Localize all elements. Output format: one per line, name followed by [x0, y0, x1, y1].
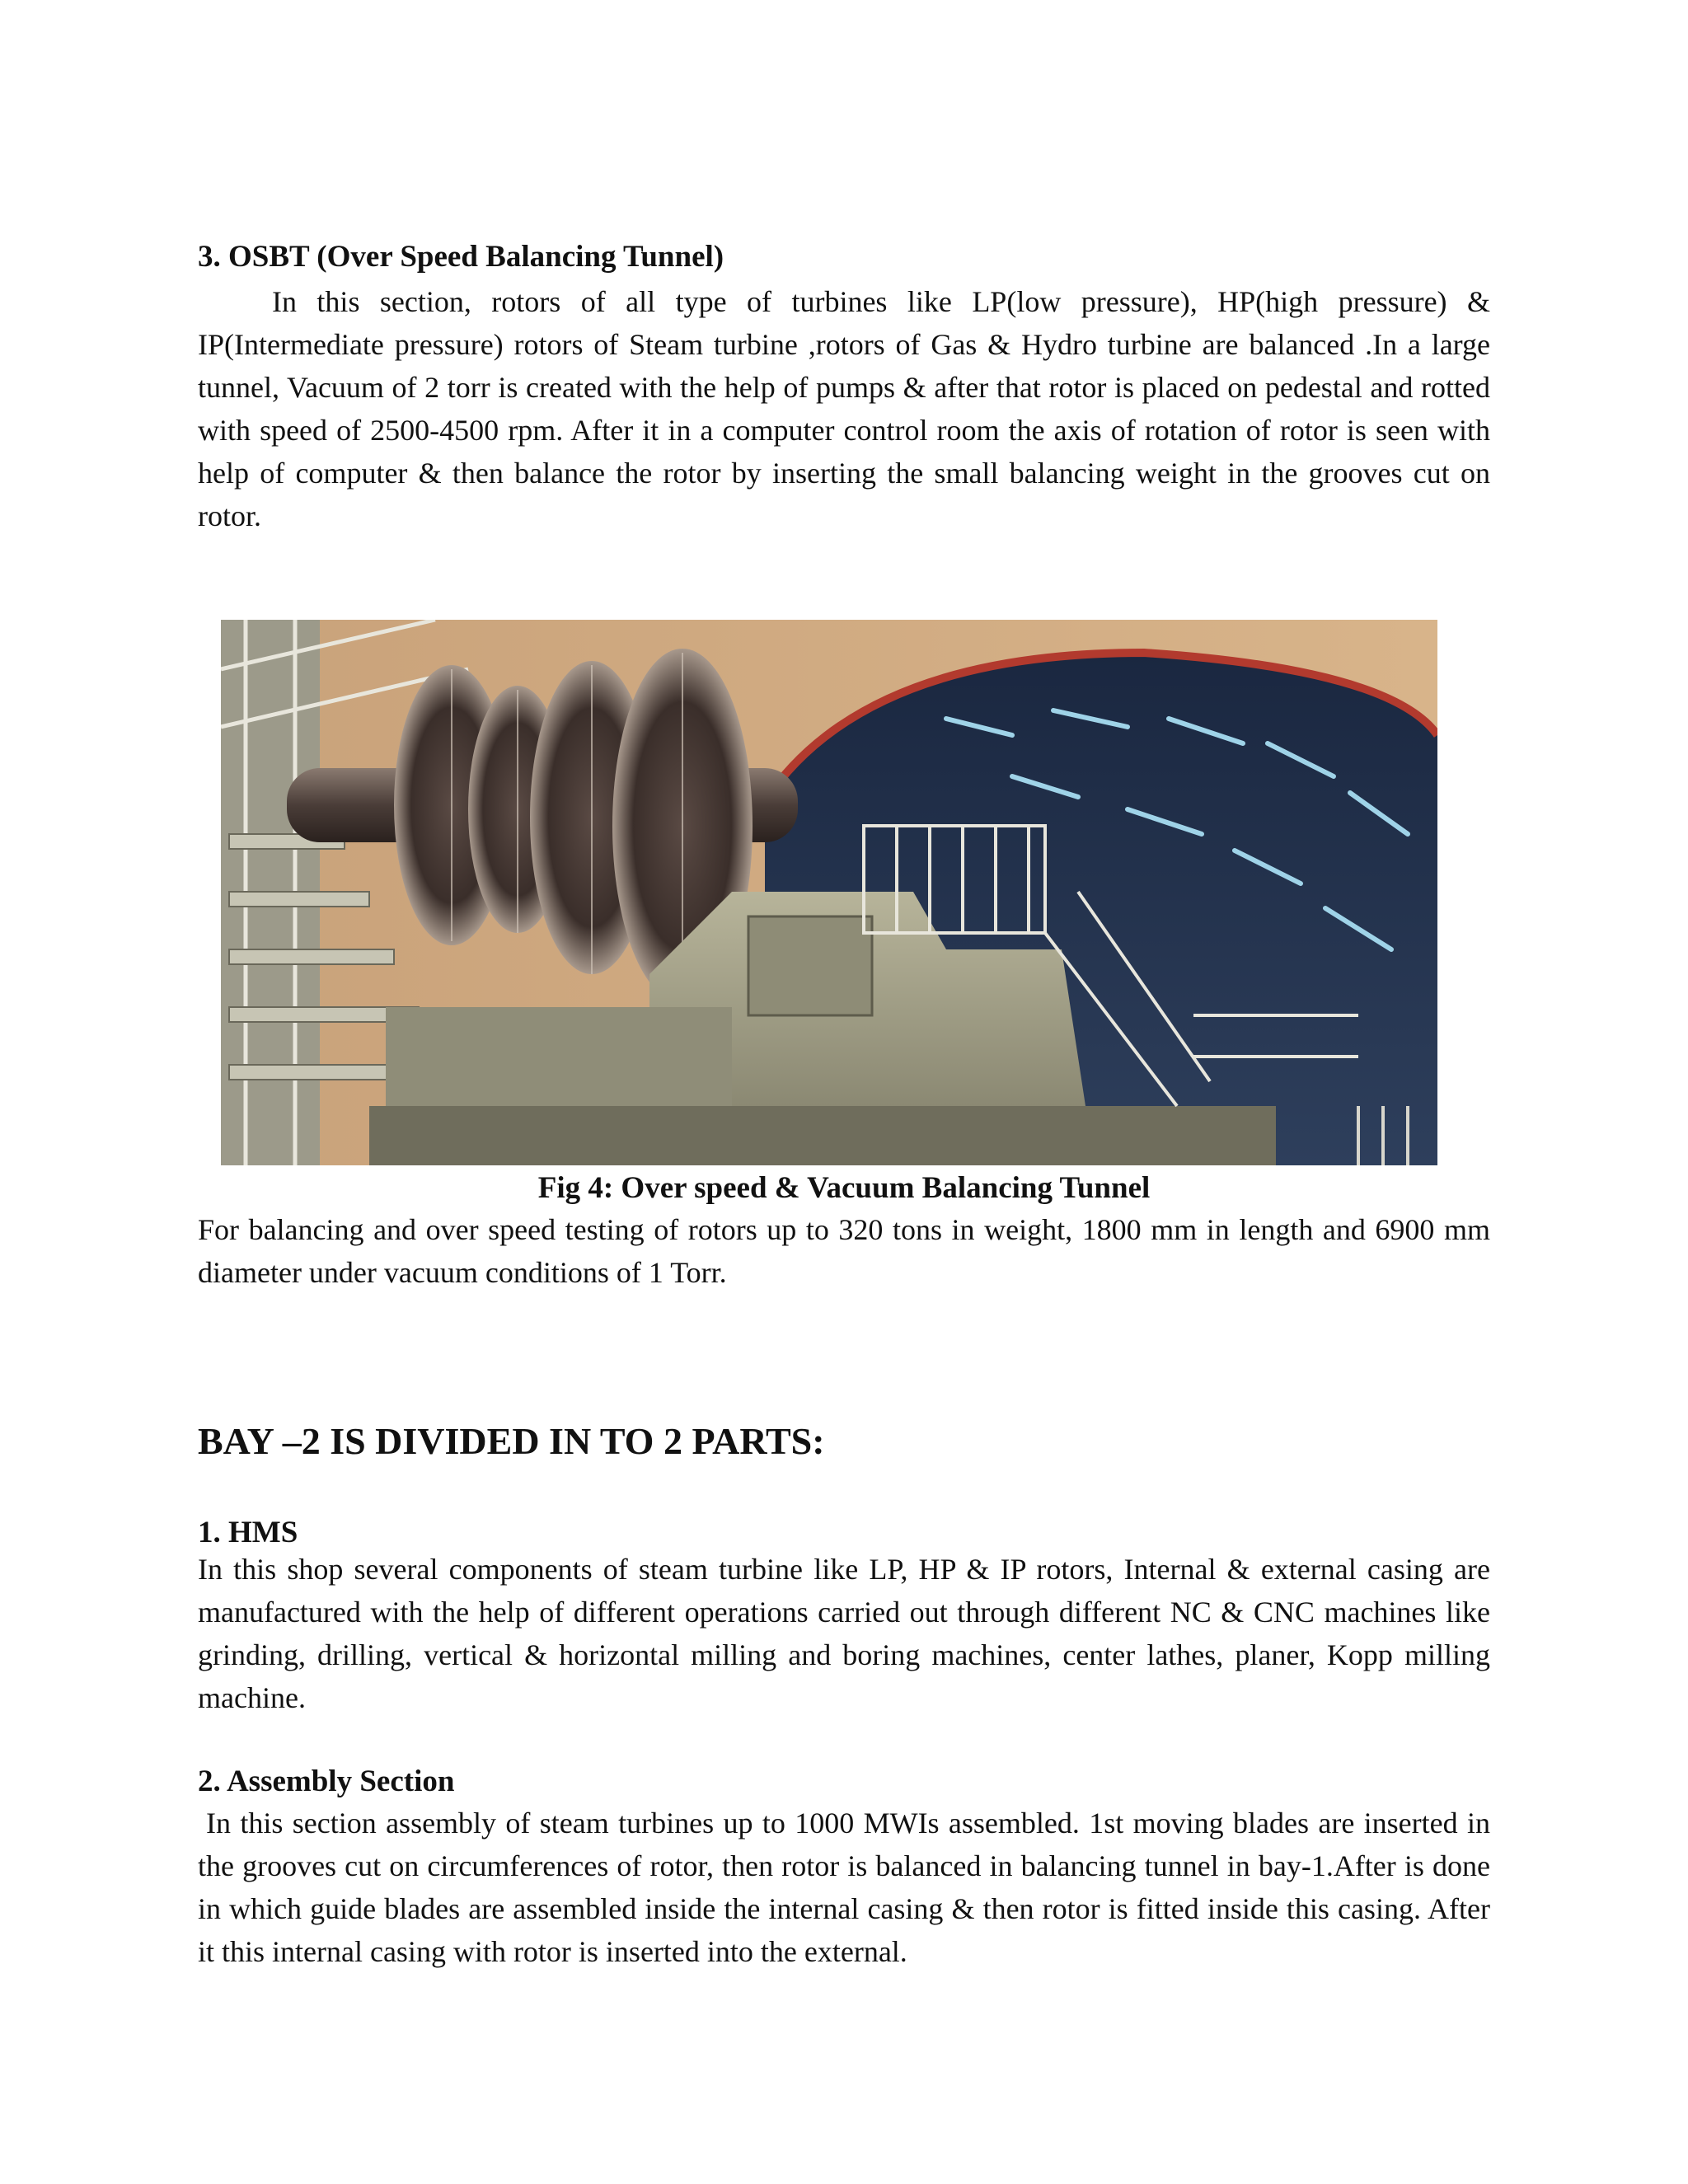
- assembly-heading: 2. Assembly Section: [198, 1765, 455, 1798]
- turbine-rotor-photo: [221, 620, 1437, 1165]
- figure-description: For balancing and over speed testing of rotors up to 320 tons in weight, 1800 mm in length and 6900 mm diameter under vacuum conditions of 1 Torr.: [198, 1213, 1490, 1289]
- figure-caption: Fig 4: Over speed & Vacuum Balancing Tunnel: [537, 1171, 1151, 1205]
- osbt-paragraph: In this section, rotors of all type of turbines like LP(low pressure), HP(high pressure) & IP(Intermediate pressure) rotors of Steam turbine ,rotors of Gas & Hydro turbine are balanced .In a large tunnel, Vacuum of 2 torr is created with the help of pumps & after that rotor is placed on pedestal and rotted with speed of 2500-4500 rpm. After it in a computer control room the axis of rotation of rotor is seen with help of computer & then balance the rotor by inserting the small balancing weight in the grooves cut on rotor.: [198, 285, 1490, 532]
- osbt-heading: 3. OSBT (Over Speed Balancing Tunnel): [198, 240, 724, 274]
- assembly-paragraph: In this section assembly of steam turbines up to 1000 MWIs assembled. 1st moving blades are inserted in the grooves cut on circumferences of rotor, then rotor is balanced in balancing tunnel in bay-1.After is done in which guide blades are assembled inside the internal casing & then rotor is fitted inside this casing. After it this internal casing with rotor is inserted into the external.: [198, 1807, 1490, 1968]
- hms-heading: 1. HMS: [198, 1516, 298, 1549]
- bay2-heading: BAY –2 IS DIVIDED IN TO 2 PARTS:: [198, 1420, 825, 1462]
- hms-paragraph: In this shop several components of steam turbine like LP, HP & IP rotors, Internal & external casing are manufactured with the help of different operations carried out through different NC & CNC machines like grinding, drilling, vertical & horizontal milling and boring machines, center lathes, planer, Kopp milling machine.: [198, 1553, 1490, 1714]
